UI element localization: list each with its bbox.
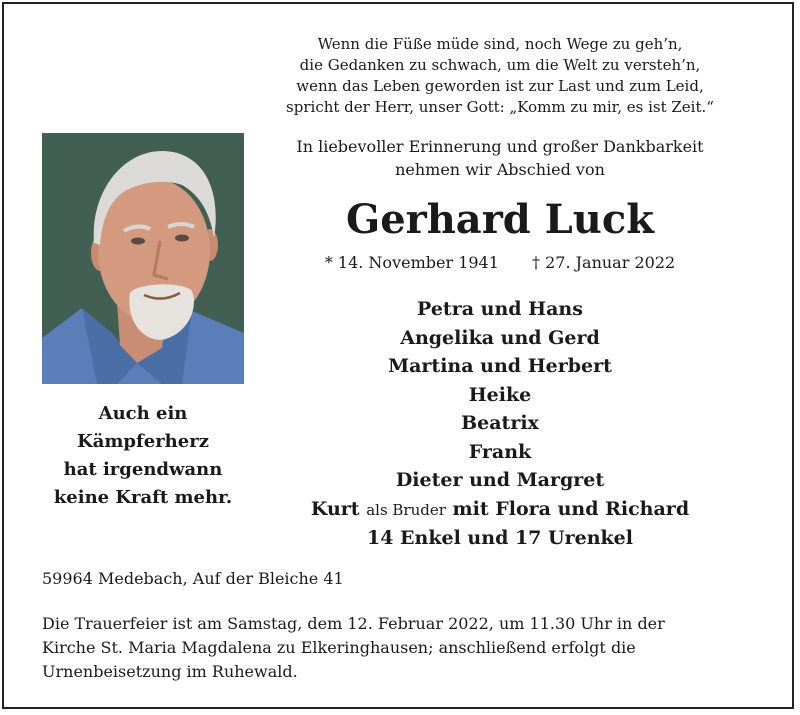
brother-relation: als Bruder bbox=[366, 500, 446, 519]
death-date: † 27. Januar 2022 bbox=[532, 253, 676, 272]
mourners-list bbox=[250, 295, 750, 553]
poem-line: Wenn die Füße müde sind, noch Wege zu geh’n, bbox=[317, 35, 683, 53]
intro-text bbox=[250, 135, 750, 181]
mourner-line: Beatrix bbox=[461, 412, 539, 434]
deceased-name: Gerhard Luck bbox=[346, 196, 654, 243]
funeral-service-info bbox=[42, 612, 742, 684]
motto-line: hat irgendwann bbox=[63, 459, 223, 480]
mourner-line: Angelika und Gerd bbox=[400, 326, 600, 349]
intro-line: In liebevoller Erinnerung und großer Dankbarkeit bbox=[296, 137, 704, 156]
motto-line: Kämpferherz bbox=[77, 431, 209, 452]
motto bbox=[42, 400, 244, 512]
motto-line: keine Kraft mehr. bbox=[53, 487, 233, 508]
family-address: 59964 Medebach, Auf der Bleiche 41 bbox=[42, 569, 344, 588]
life-dates bbox=[250, 250, 750, 276]
service-line: Kirche St. Maria Magdalena zu Elkeringhausen; anschließend erfolgt die bbox=[42, 638, 636, 657]
poem bbox=[250, 34, 750, 118]
poem-line: die Gedanken zu schwach, um die Welt zu versteh’n, bbox=[299, 56, 701, 74]
motto-line: Auch ein bbox=[98, 403, 188, 424]
service-line: Die Trauerfeier ist am Samstag, dem 12. Februar 2022, um 11.30 Uhr in der bbox=[42, 614, 665, 633]
grandchildren-line: 14 Enkel und 17 Urenkel bbox=[367, 527, 633, 549]
intro-line: nehmen wir Abschied von bbox=[395, 160, 605, 179]
service-line: Urnenbeisetzung im Ruhewald. bbox=[42, 662, 298, 681]
brother-name: Kurt bbox=[310, 497, 360, 520]
mourner-line: Frank bbox=[468, 440, 532, 463]
mourner-line: Heike bbox=[468, 383, 532, 406]
poem-line: spricht der Herr, unser Gott: „Komm zu mir, es ist Zeit.“ bbox=[286, 98, 714, 116]
mourner-line: Martina und Herbert bbox=[388, 355, 612, 377]
mourner-line-brother bbox=[250, 495, 750, 525]
portrait-photo bbox=[42, 133, 244, 384]
mourner-line: Dieter und Margret bbox=[395, 469, 605, 491]
brother-family: mit Flora und Richard bbox=[452, 497, 690, 520]
mourner-line: Petra und Hans bbox=[417, 298, 583, 320]
poem-line: wenn das Leben geworden ist zur Last und zum Leid, bbox=[296, 77, 704, 95]
birth-date: * 14. November 1941 bbox=[324, 253, 499, 272]
